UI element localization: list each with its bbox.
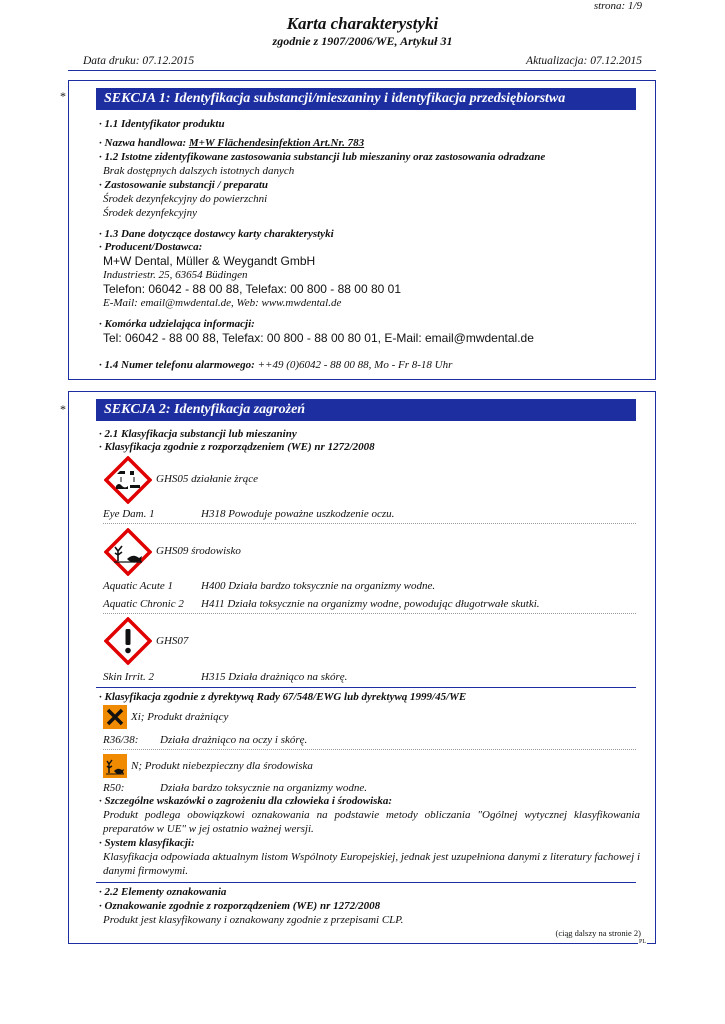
s1-producer-label: · Producent/Dostawca: — [99, 241, 203, 253]
document-subtitle: zgodnie z 1907/2006/WE, Artykuł 31 — [272, 34, 453, 48]
n-environment-icon — [103, 754, 127, 778]
s1-use-1: Środek dezynfekcyjny do powierzchni — [103, 193, 268, 205]
eye-dam-class: Eye Dam. 1 — [103, 508, 155, 520]
dotted-separator — [103, 613, 636, 614]
xi-irritant-icon — [103, 705, 127, 729]
aquatic-chronic-statement: H411 Działa toksycznie na organizmy wodne, powodując długotrwałe skutki. — [201, 598, 540, 610]
aquatic-acute-class: Aquatic Acute 1 — [103, 580, 174, 592]
section1-heading: SEKCJA 1: Identyfikacja substancji/mieszaniny i identyfikacja przedsiębiorstwa — [96, 88, 636, 110]
s1-company-name: M+W Dental, Müller & Weygandt GmbH — [103, 254, 316, 268]
section2-change-marker: * — [60, 402, 66, 416]
aquatic-acute-statement: H400 Działa bardzo toksycznie na organizmy wodne. — [201, 580, 436, 592]
page-number: strona: 1/9 — [593, 0, 642, 12]
s2-classification-system-heading: · System klasyfikacji: — [99, 837, 195, 849]
s1-supplier-heading: · 1.3 Dane dotyczące dostawcy karty charakterystyki — [99, 228, 334, 240]
header-rule — [68, 70, 656, 71]
s1-info-unit-label: · Komórka udzielająca informacji: — [99, 318, 255, 330]
s2-classification-system-text: Klasyfikacja odpowiada aktualnym listom Wspólnoty Europejskiej, jednak jest uzupełniona danymi z literatury fachowej i danymi firmowymi. — [103, 851, 640, 877]
section2-heading: SEKCJA 2: Identyfikacja zagrożeń — [96, 399, 636, 421]
s1-emergency-label: · 1.4 Numer telefonu alarmowego: — [99, 359, 258, 371]
dotted-separator — [103, 749, 636, 750]
s1-address: Industriestr. 25, 63654 Büdingen — [103, 269, 248, 281]
subsection-rule — [96, 882, 636, 883]
ghs05-label: GHS05 działanie żrące — [156, 473, 259, 485]
ghs05-corrosion-icon — [104, 456, 152, 504]
language-code: PL — [638, 939, 646, 945]
s1-trade-name — [99, 137, 364, 149]
s1-emergency-value: ++49 (0)6042 - 88 00 88, Mo - Fr 8-18 Uhr — [257, 359, 453, 371]
print-date: Data druku: 07.12.2015 — [83, 55, 195, 67]
s1-product-identifier: · 1.1 Identyfikator produktu — [99, 118, 225, 130]
s2-label-elements-heading: · 2.2 Elementy oznakowania — [99, 886, 227, 898]
aquatic-chronic-class: Aquatic Chronic 2 — [103, 598, 184, 610]
s1-no-data: Brak dostępnych dalszych istotnych danych — [103, 165, 295, 177]
ghs07-label: GHS07 — [156, 635, 189, 647]
s1-use-2: Środek dezynfekcyjny — [103, 207, 197, 219]
update-date: Aktualizacja: 07.12.2015 — [526, 55, 642, 67]
r3638-text: Działa drażniąco na oczy i skórę. — [160, 734, 308, 746]
ghs09-label: GHS09 środowisko — [156, 545, 241, 557]
r50-text: Działa bardzo toksycznie na organizmy wodne. — [160, 782, 367, 794]
s2-directive-heading: · Klasyfikacja zgodnie z dyrektywą Rady 67/548/EWG lub dyrektywą 1999/45/WE — [99, 691, 467, 703]
s1-phone-fax: Telefon: 06042 - 88 00 88, Telefax: 00 800 - 88 00 80 01 — [103, 282, 402, 296]
s1-uses-heading: · 1.2 Istotne zidentyfikowane zastosowania substancji lub mieszaniny oraz zastosowania odradzane — [99, 151, 546, 163]
s2-labelling-clp-text: Produkt jest klasyfikowany i oznakowany zgodnie z przepisami CLP. — [103, 914, 404, 926]
ghs09-environment-icon — [104, 528, 152, 576]
s2-labelling-clp-heading: · Oznakowanie zgodnie z rozporządzeniem (WE) nr 1272/2008 — [99, 900, 381, 912]
continuation-note: (ciąg dalszy na stronie 2) — [555, 928, 641, 938]
s2-special-hazards-heading: · Szczególne wskazówki o zagrożeniu dla człowieka i środowiska: — [99, 795, 393, 807]
n-label: N; Produkt niebezpieczny dla środowiska — [131, 760, 313, 772]
s1-emergency-phone — [99, 359, 452, 371]
skin-irrit-statement: H315 Działa drażniąco na skórę. — [201, 671, 348, 683]
eye-dam-statement: H318 Powoduje poważne uszkodzenie oczu. — [201, 508, 395, 520]
section1-change-marker: * — [60, 89, 66, 103]
r50-code: R50: — [103, 782, 125, 794]
ghs07-exclamation-icon — [104, 617, 152, 665]
document-title: Karta charakterystyki — [286, 14, 439, 33]
xi-label: Xi; Produkt drażniący — [131, 711, 229, 723]
s1-email-web: E-Mail: email@mwdental.de, Web: www.mwdental.de — [103, 297, 342, 309]
s1-trade-name-label: · Nazwa handlowa: — [99, 137, 189, 149]
s2-clp-heading: · Klasyfikacja zgodnie z rozporządzeniem (WE) nr 1272/2008 — [99, 441, 375, 453]
s1-info-unit-contact: Tel: 06042 - 88 00 88, Telefax: 00 800 - 88 00 80 01, E-Mail: email@mwdental.de — [103, 331, 534, 345]
r3638-code: R36/38: — [103, 734, 139, 746]
skin-irrit-class: Skin Irrit. 2 — [103, 671, 155, 683]
s2-classification-heading: · 2.1 Klasyfikacja substancji lub mieszaniny — [99, 428, 297, 440]
dotted-separator — [103, 523, 636, 524]
subsection-rule — [96, 687, 636, 688]
s2-special-hazards-text: Produkt podlega obowiązkowi oznakowania na podstawie metody obliczania "Ogólnej wytycznej klasyfikowania preparatów w UE" w jej ostatnio ważnej wersji. — [103, 809, 640, 835]
s1-trade-name-value: M+W Flächendesinfektion Art.Nr. 783 — [188, 137, 365, 149]
s1-application-heading: · Zastosowanie substancji / preparatu — [99, 179, 269, 191]
